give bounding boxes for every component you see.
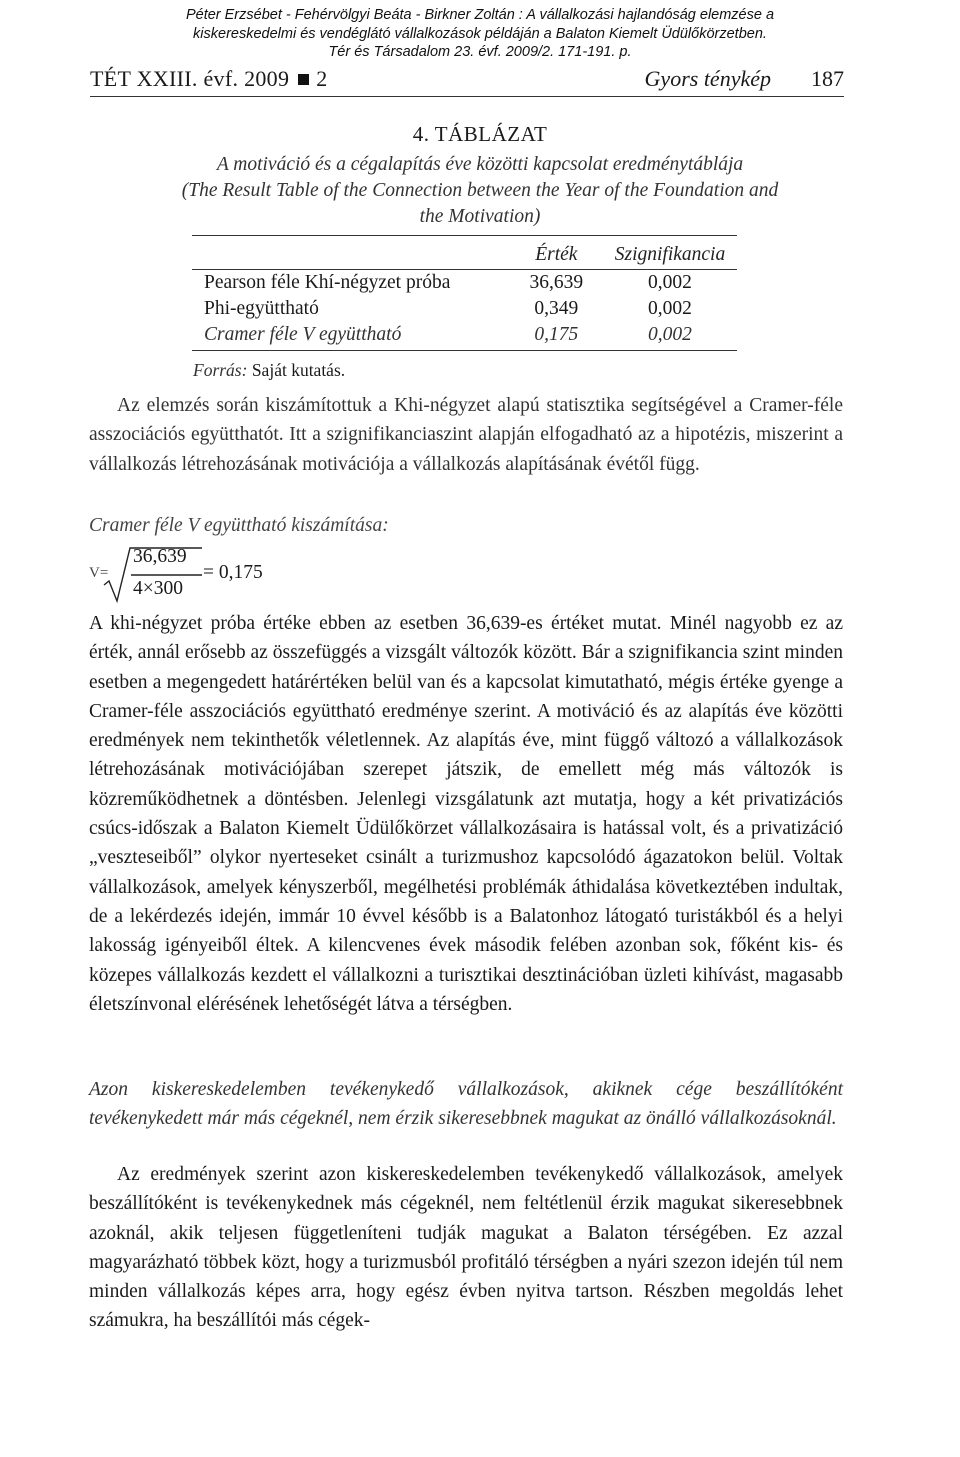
table-number: 4. TÁBLÁZAT bbox=[412, 122, 548, 146]
citation-line: kiskereskedelmi és vendéglátó vállalkozások példáján a Balaton Kiemelt Üdülőkörzetben. bbox=[193, 25, 767, 42]
table-row bbox=[192, 270, 737, 297]
table-cell: Phi-együttható bbox=[204, 298, 319, 319]
formula-heading: Cramer féle V együttható kiszámítása: bbox=[89, 515, 389, 536]
section-name: Gyors ténykép bbox=[644, 66, 771, 91]
table-row bbox=[192, 322, 737, 351]
column-header: Szignifikancia bbox=[603, 236, 737, 270]
paragraph bbox=[89, 1160, 843, 1336]
formula-numerator: 36,639 bbox=[133, 546, 187, 567]
table-row bbox=[192, 296, 737, 322]
source-label: Forrás: bbox=[193, 360, 248, 380]
table-cell: 0,002 bbox=[603, 322, 737, 351]
table-title-line: (The Result Table of the Connection between the Year of the Foundation and bbox=[181, 180, 779, 201]
citation-line: Tér és Társadalom 23. évf. 2009/2. 171-191. p. bbox=[328, 44, 632, 60]
journal-name: TÉT XXIII. évf. 2009 bbox=[90, 66, 290, 91]
result-table bbox=[192, 235, 737, 351]
formula-denominator: 4×300 bbox=[133, 578, 183, 599]
table-title-line: A motiváció és a cégalapítás éve közötti kapcsolat eredménytáblája bbox=[216, 154, 744, 175]
formula-lhs: V= bbox=[89, 565, 109, 581]
hypothesis: Azon kiskereskedelemben tevékenykedő vállalkozások, akiknek cége beszállítóként tevékenykedett már más cégeknél, nem érzik sikeresebbnek magukat az önálló vállalkozásoknál. bbox=[89, 1079, 843, 1130]
table-source bbox=[193, 360, 345, 381]
issue-number: 2 bbox=[316, 66, 328, 91]
formula bbox=[89, 545, 349, 605]
journal-issue bbox=[90, 66, 328, 92]
table-cell: 0,349 bbox=[534, 298, 579, 319]
table-cell: 0,175 bbox=[510, 322, 603, 351]
source-text: Saját kutatás. bbox=[251, 360, 346, 380]
table-cell: 0,002 bbox=[648, 272, 692, 293]
black-square-icon bbox=[298, 74, 309, 85]
table-cell: Pearson féle Khí-négyzet próba bbox=[204, 272, 451, 293]
citation-header bbox=[0, 6, 960, 62]
table-title bbox=[150, 152, 810, 230]
table-cell: 0,002 bbox=[648, 298, 692, 319]
paragraph: A khi-négyzet próba értéke ebben az esetben 36,639-es értéket mutat. Minél nagyobb ez az érték, annál erősebb az összefüggés a vizsgált változók között. Bár a szignifikancia szint minden esetben a megengedett határértéken belül van és a kapcsolat kimutatható, mégis értéke gyenge a Cramer-féle asszociációs együttható eredménye szerint. A motiváció és az alapítás éve közötti eredmények nem tekinthetők véletlennek. Az alapítás éve, mint függő változó a vállalkozások létrehozásának motivációjában szerepet játszik, de emellett még más változók is közreműködhetnek a döntésben. Jelenlegi vizsgálatunk azt mutatja, hogy a két privatizációs csúcs-időszak a Balaton Kiemelt Üdülőkörzet vállalkozásaira is hatással volt, és a privatizáció „veszteseiből” olykor nyerteseket csinált a turizmushoz kapcsolódó ágazatokon belül. Voltak vállalkozások, amelyek kényszerből, megélhetési problémák áthidalása következtében indultak, de a lekérdezés idején, immár 10 évvel később is a Balatonhoz látogató turistákból és a helyi lakosság igényeiből éltek. A kilencvenes évek második felében azonban sok, főként kis- és közepes vállalkozás kezdett el vállalkozni a turisztikai desztinációban üzleti kihívást, magasabb életszínvonal elérésének lehetőségét látva a térségben. bbox=[89, 613, 843, 1015]
section-page bbox=[645, 66, 844, 92]
table-header-row bbox=[192, 236, 737, 270]
page-number: 187 bbox=[811, 66, 844, 91]
paragraph-text: Az elemzés során kiszámítottuk a Khi-négyzet alapú statisztika segítségével a Cramer-féle asszociációs együtthatót. Itt a szignifikanciaszint alapján elfogadható az a hipotézis, miszerint a vállalkozás létrehozásának motivációja a vállalkozás alapításának évétől függ. bbox=[89, 395, 843, 475]
table-title-line: the Motivation) bbox=[419, 206, 541, 227]
table-cell: Cramer féle V együttható bbox=[192, 322, 510, 351]
column-header bbox=[192, 236, 510, 270]
column-header: Érték bbox=[510, 236, 603, 270]
running-head bbox=[90, 66, 844, 97]
paragraph-text: Az eredmények szerint azon kiskereskedelemben tevékenykedő vállalkozások, amelyek beszállítóként is tevékenykednek más cégeknél, nem feltétlenül érzik magukat sikeresebbnek azoknál, akik teljesen függetleníteni tudják magukat a Balaton térségében. Ez azzal magyarázható többek közt, hogy a turizmusból profitáló térségben a nyári szezon idején túl nem minden vállalkozás képes arra, hogy egész évben nyitva tartson. Részben megoldás lehet számukra, ha beszállítói más cégek- bbox=[89, 1164, 843, 1332]
paragraph bbox=[89, 391, 843, 479]
table-cell: 36,639 bbox=[529, 272, 584, 293]
citation-line: Péter Erzsébet - Fehérvölgyi Beáta - Birkner Zoltán : A vállalkozási hajlandóság elemzése a bbox=[185, 7, 775, 23]
formula-result: = 0,175 bbox=[203, 562, 263, 583]
